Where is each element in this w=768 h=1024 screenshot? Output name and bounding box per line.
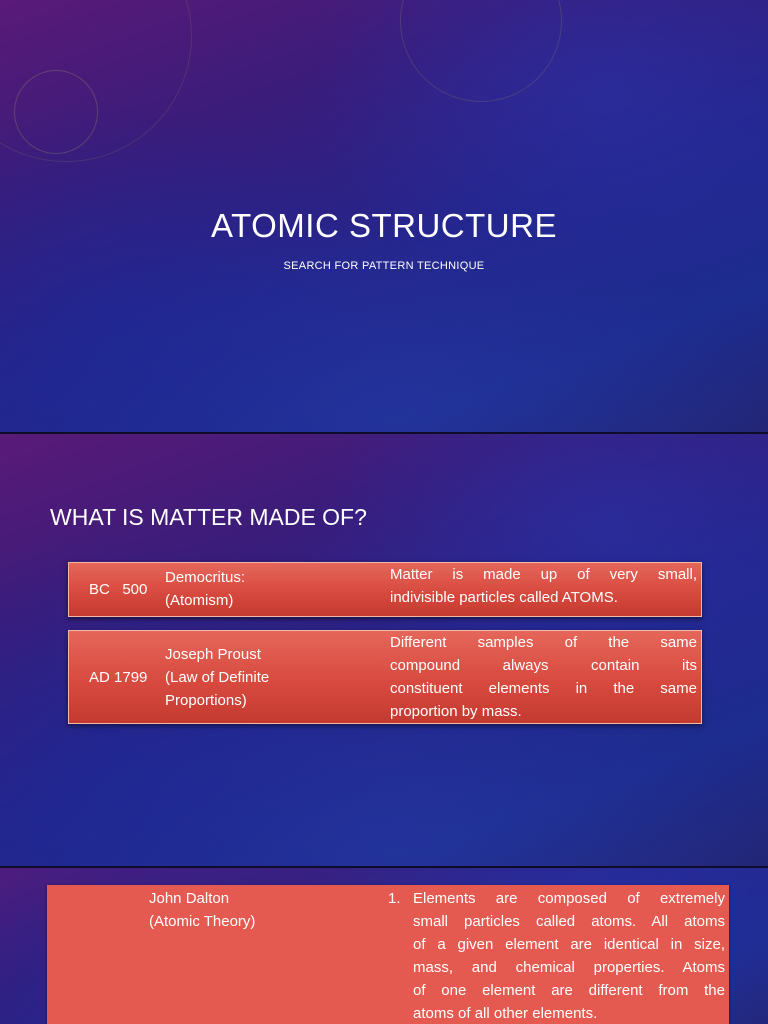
presentation-title: ATOMIC STRUCTURE [211,207,557,244]
card-scientist: Democritus: (Atomism) [165,569,246,609]
dalton-card [47,885,729,1024]
card-era: BC 500 [89,581,148,598]
title-slide [0,0,768,432]
decorative-ring [400,0,562,102]
card-description: Elements are composed of extremely small particles called atoms. All atoms of a given element are identical in size, mass, and chemical properties. Atoms of one element are different from the atoms of all other elements. [413,890,725,1022]
timeline-card-democritus [68,562,702,617]
card-scientist: John Dalton (Atomic Theory) [149,890,256,930]
card-scientist: Joseph Proust (Law of Definite Proportions) [165,646,270,709]
timeline-card-proust [68,630,702,724]
slide-heading: WHAT IS MATTER MADE OF? [50,504,367,530]
dalton-slide [0,868,768,1024]
list-number: 1. [388,890,401,907]
matter-slide [0,434,768,866]
decorative-ring [0,0,192,162]
card-description: Different samples of the same compound always contain its constituent elements in the same proportion by mass. [390,634,697,720]
presentation-subtitle: SEARCH FOR PATTERN TECHNIQUE [283,260,485,272]
card-era: AD 1799 [89,669,148,686]
card-description: Matter is made up of very small, indivisible particles called ATOMS. [390,566,697,606]
